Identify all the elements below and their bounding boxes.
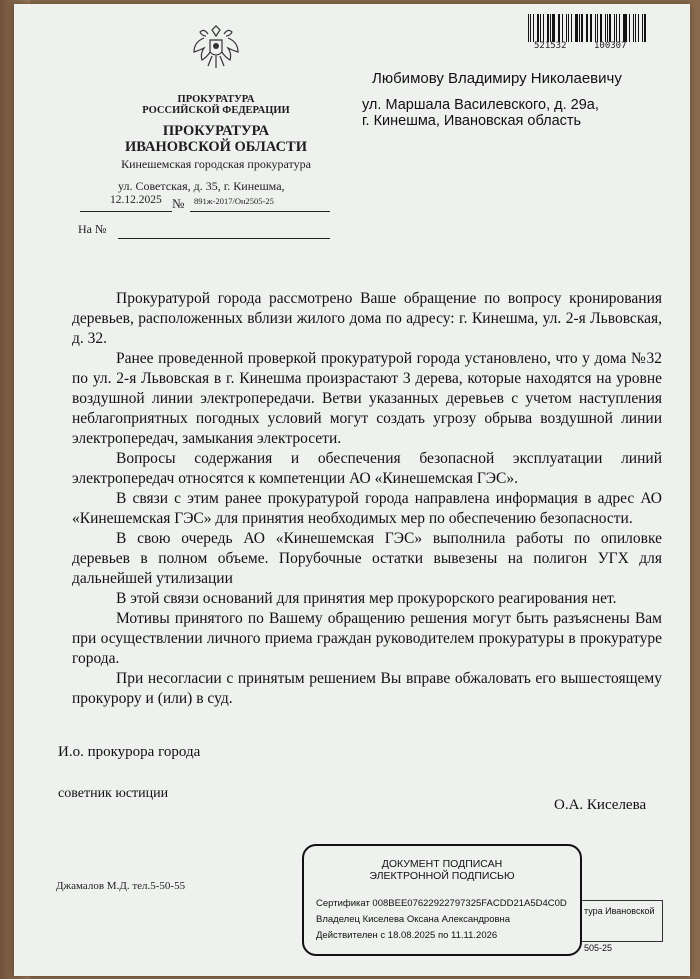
barcode-bar bbox=[568, 14, 569, 42]
paragraph-6: В этой связи оснований для принятия мер прокурорского реагирования нет. bbox=[116, 590, 617, 607]
barcode-bar bbox=[633, 14, 634, 42]
stamp-title-line-2: ЭЛЕКТРОННОЙ ПОДПИСЬЮ bbox=[369, 870, 515, 882]
barcode-bar bbox=[623, 14, 624, 42]
org-line-2: РОССИЙСКОЙ ФЕДЕРАЦИИ bbox=[142, 105, 290, 116]
stamp-fragment bbox=[580, 900, 663, 953]
signer-position: И.о. прокурора города bbox=[58, 744, 201, 760]
barcode-bar bbox=[609, 14, 610, 42]
barcode-bar bbox=[581, 14, 582, 42]
stamp-fragment-line-2: 505-25 bbox=[584, 943, 613, 953]
stamp-owner: Владелец Киселева Оксана Александровна bbox=[316, 914, 511, 925]
barcode-bar bbox=[579, 14, 580, 42]
barcode-bar bbox=[562, 14, 563, 42]
barcode-bar bbox=[543, 14, 544, 42]
stamp-fragment-line-1: тура Ивановской bbox=[584, 906, 655, 916]
barcode-bar bbox=[586, 14, 587, 42]
stamp-certificate: Сертификат 008BEE07622922797325FACDD21A5D4C0D bbox=[316, 898, 567, 909]
barcode-bar bbox=[537, 14, 539, 42]
barcode-bar bbox=[638, 14, 639, 42]
barcode-bar bbox=[533, 14, 534, 42]
number-label: № bbox=[172, 196, 185, 211]
org-subdivision: Кинешемская городская прокуратура bbox=[121, 157, 311, 171]
barcode-bar bbox=[629, 14, 630, 42]
paragraph-4: В связи с этим ранее прокуратурой города направлена информация в адрес АО «Кинешемская ГЭС» для принятия необходимых мер по обеспечению безопасности. bbox=[72, 490, 662, 527]
stamp-title bbox=[304, 858, 580, 882]
barcode-right-number: 100307 bbox=[594, 41, 627, 51]
paragraph-8: При несогласии с принятым решением Вы вправе обжаловать его вышестоящему прокурору и (или) в суд. bbox=[72, 670, 662, 707]
date-underline bbox=[80, 211, 172, 212]
barcode-bar bbox=[614, 14, 615, 42]
paragraph-1: Прокуратурой города рассмотрено Ваше обращение по вопросу кронирования деревьев, расположенных вблизи жилого дома по адресу: г. Кинешма, ул. 2-я Львовская, д. 32. bbox=[72, 290, 662, 347]
barcode-bar bbox=[605, 14, 606, 42]
letter-body bbox=[72, 289, 662, 709]
reply-label: На № bbox=[78, 222, 107, 236]
reply-underline bbox=[118, 238, 330, 239]
number-underline bbox=[190, 211, 330, 212]
barcode-bar bbox=[600, 14, 602, 42]
stamp-validity: Действителен с 18.08.2025 по 11.11.2026 bbox=[316, 930, 498, 941]
barcode-bar bbox=[597, 14, 598, 42]
signer-rank: советник юстиции bbox=[58, 786, 169, 801]
barcode-bar bbox=[607, 14, 608, 42]
org-name-small bbox=[110, 94, 322, 116]
barcode-left-number: 521532 bbox=[534, 41, 567, 51]
org-big-line-2: ИВАНОВСКОЙ ОБЛАСТИ bbox=[124, 139, 308, 155]
barcode-bar bbox=[552, 14, 554, 42]
barcode-bar bbox=[530, 14, 531, 42]
barcode-bar bbox=[624, 14, 626, 42]
electronic-signature-stamp bbox=[302, 844, 582, 956]
barcode-bar bbox=[590, 14, 591, 42]
recipient-address-line-2: г. Кинешма, Ивановская область bbox=[362, 113, 582, 129]
paragraph-7: Мотивы принятого по Вашему обращению решения могут быть разъяснены Вам при осуществлении личного приема граждан руководителем прокуратуры в прокуратуре города. bbox=[72, 610, 662, 667]
recipient-name: Любимову Владимиру Николаевичу bbox=[372, 70, 622, 87]
org-address: ул. Советская, д. 35, г. Кинешма, bbox=[118, 179, 285, 193]
org-line-1: ПРОКУРАТУРА bbox=[177, 94, 255, 105]
letter-date: 12.12.2025 bbox=[110, 194, 162, 206]
barcode-bar bbox=[619, 14, 620, 42]
barcode-bar bbox=[540, 14, 541, 42]
paragraph-5: В свою очередь АО «Кинешемская ГЭС» выполнила работы по опиловке деревьев в полном объеме. Порубочные остатки вывезены на полигон УГХ для дальнейшей утилизации bbox=[72, 530, 662, 587]
letter-page bbox=[14, 4, 690, 976]
barcode-bar bbox=[566, 14, 567, 42]
paragraph-3: Вопросы содержания и обеспечения безопасной эксплуатации линий электропередач относятся к компетенции АО «Кинешемская ГЭС». bbox=[72, 450, 662, 487]
barcode-bar bbox=[644, 14, 646, 42]
barcode-bar bbox=[550, 14, 551, 42]
stamp-title-line-1: ДОКУМЕНТ ПОДПИСАН bbox=[381, 858, 503, 870]
barcode-bar bbox=[587, 14, 588, 42]
barcode-bar bbox=[616, 14, 617, 42]
barcode-bar bbox=[642, 14, 643, 42]
recipient-address bbox=[362, 97, 599, 129]
org-big-line-1: ПРОКУРАТУРА bbox=[162, 123, 270, 139]
barcode-bar bbox=[635, 14, 636, 42]
executor-info: Джамалов М.Д. тел.5-50-55 bbox=[56, 880, 186, 892]
barcode-bar bbox=[558, 14, 559, 42]
barcode-bar bbox=[559, 14, 560, 42]
barcode bbox=[528, 14, 648, 42]
barcode-bar bbox=[547, 14, 548, 42]
letter-number: 891ж-2017/Он2505-25 bbox=[194, 196, 274, 206]
double-headed-eagle-emblem-icon bbox=[190, 22, 242, 74]
barcode-bar bbox=[528, 14, 529, 42]
signer-name: О.А. Киселева bbox=[554, 797, 647, 813]
paragraph-2: Ранее проведенной проверкой прокуратурой города установлено, что у дома №32 по ул. 2-я Львовская в г. Кинешма произрастают 3 дерева, которые находятся на уровне воздушной линии электропередачи. Ветви указанных деревьев с учетом наступления неблагоприятных погодных условий могут создать угрозу обрыва воздушной линии электропередач, замыкания электросети. bbox=[72, 350, 662, 447]
org-name-big bbox=[94, 123, 338, 155]
recipient-address-line-1: ул. Маршала Василевского, д. 29а, bbox=[362, 97, 599, 113]
barcode-bar bbox=[571, 14, 572, 42]
barcode-bar bbox=[595, 14, 596, 42]
barcode-bar bbox=[575, 14, 577, 42]
